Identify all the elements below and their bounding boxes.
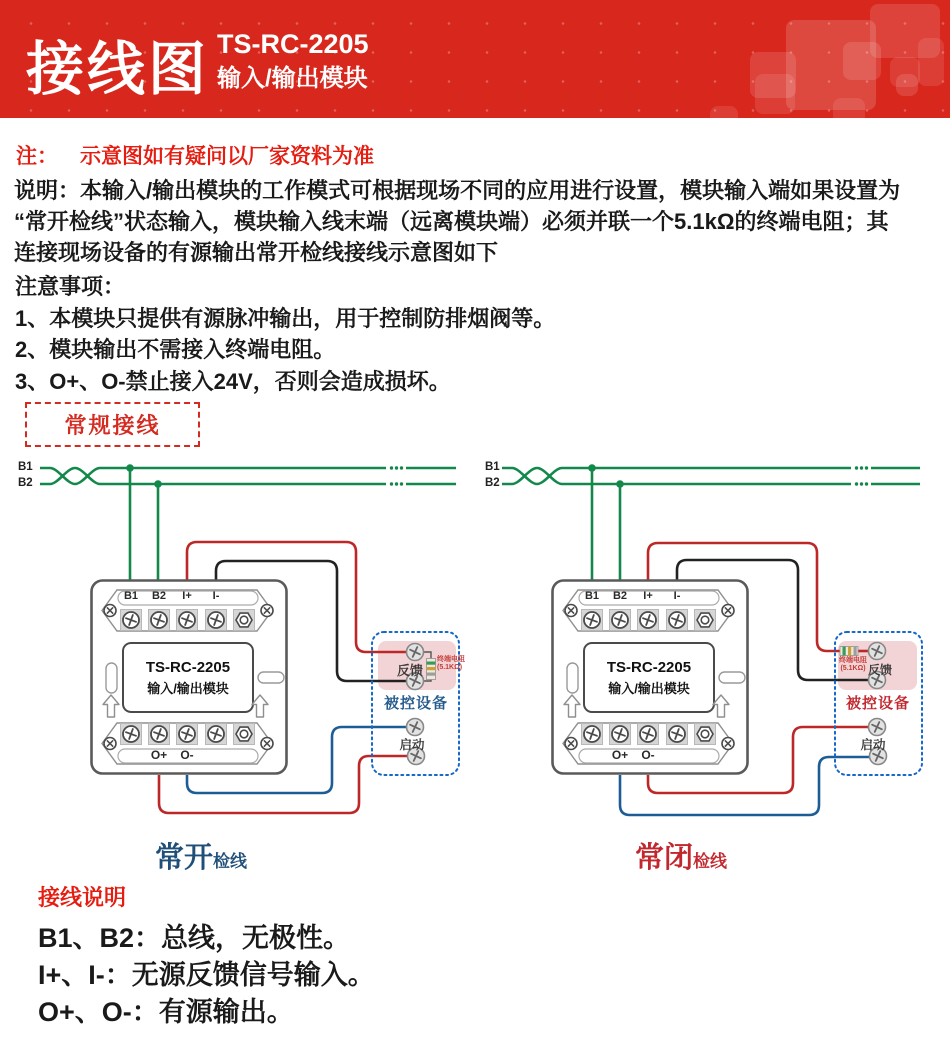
note-text: 示意图如有疑问以厂家资料为准 bbox=[80, 145, 374, 168]
start-label: 启动 bbox=[399, 738, 425, 752]
description-line: 连接现场设备的有源输出常开检线接线示意图如下 bbox=[14, 240, 499, 265]
controlled-device-label: 被控设备 bbox=[383, 695, 449, 712]
module-nameplate bbox=[584, 643, 714, 712]
terminal-label-iplus: I+ bbox=[643, 590, 653, 602]
model-number: TS-RC-2205 bbox=[217, 29, 369, 59]
description-line: 说明：本输入/输出模块的工作模式可根据现场不同的应用进行设置，模块输入端如果设置为 bbox=[14, 178, 901, 203]
legend-item: I+、I-：无源反馈信号输入。 bbox=[38, 960, 375, 990]
terminal-label-iminus: I- bbox=[673, 590, 681, 602]
caption-normally-open bbox=[155, 835, 247, 876]
bus-label-b1: B1 bbox=[18, 461, 33, 473]
caption-main: 常闭 bbox=[635, 842, 694, 874]
legend-item: O+、O-：有源输出。 bbox=[38, 997, 294, 1027]
resistor-label-line2: (5.1KΩ) bbox=[437, 663, 463, 671]
terminal-label-ominus: O- bbox=[641, 748, 655, 762]
precautions-title: 注意事项： bbox=[15, 274, 126, 299]
page-title: 接线图 bbox=[26, 37, 210, 102]
terminal-label-b2: B2 bbox=[612, 590, 628, 602]
resistor-label-line2: (5.1KΩ) bbox=[840, 664, 866, 672]
feedback-label: 反馈 bbox=[396, 663, 424, 678]
terminal-label-b1: B1 bbox=[584, 590, 600, 602]
terminal-label-iminus: I- bbox=[212, 590, 220, 602]
legend-item: B1、B2：总线，无极性。 bbox=[38, 923, 351, 953]
terminal-label-oplus: O+ bbox=[611, 748, 629, 762]
module-title: TS-RC-2205 bbox=[145, 658, 231, 676]
terminal-label-ominus: O- bbox=[180, 748, 194, 762]
precaution-item: 2、模块输出不需接入终端电阻。 bbox=[15, 337, 336, 362]
description-line: “常开检线”状态输入，模块输入线末端（远离模块端）必须并联一个5.1kΩ的终端电阻；其 bbox=[14, 209, 889, 234]
note-prefix: 注： bbox=[16, 145, 58, 168]
legend-title: 接线说明 bbox=[38, 885, 127, 910]
resistor-label bbox=[437, 656, 465, 671]
module-subtitle: 输入/输出模块 bbox=[147, 680, 229, 696]
caption-sub: 检线 bbox=[693, 852, 728, 871]
caption-main: 常开 bbox=[155, 842, 214, 874]
module-title: TS-RC-2205 bbox=[606, 658, 692, 676]
module-subtitle: 输入/输出模块 bbox=[608, 680, 690, 696]
section-label: 常规接线 bbox=[64, 413, 161, 438]
precaution-item: 3、O+、O-禁止接入24V，否则会造成损坏。 bbox=[15, 368, 451, 394]
bus-label-b1: B1 bbox=[485, 461, 500, 473]
terminal-label-b1: B1 bbox=[123, 590, 139, 602]
resistor-label-line1: 终端电阻 bbox=[839, 657, 867, 664]
module-nameplate bbox=[123, 643, 253, 712]
legend-block bbox=[38, 881, 375, 1031]
terminal-label-iplus: I+ bbox=[182, 590, 192, 602]
precaution-item: 1、本模块只提供有源脉冲输出，用于控制防排烟阀等。 bbox=[15, 305, 556, 331]
resistor-label bbox=[839, 657, 867, 672]
terminal-label-oplus: O+ bbox=[150, 748, 168, 762]
caption-normally-closed bbox=[635, 835, 727, 876]
start-label: 启动 bbox=[860, 738, 886, 752]
bus-left bbox=[40, 468, 456, 580]
bus-label-b2: B2 bbox=[485, 477, 500, 489]
controlled-device-label: 被控设备 bbox=[845, 695, 911, 712]
model-subtitle: 输入/输出模块 bbox=[217, 65, 368, 92]
bus-label-b2: B2 bbox=[18, 477, 33, 489]
terminal-label-b2: B2 bbox=[151, 590, 167, 602]
resistor-label-line1: 终端电阻 bbox=[437, 656, 465, 663]
feedback-label: 反馈 bbox=[867, 663, 893, 677]
caption-sub: 检线 bbox=[213, 852, 248, 871]
